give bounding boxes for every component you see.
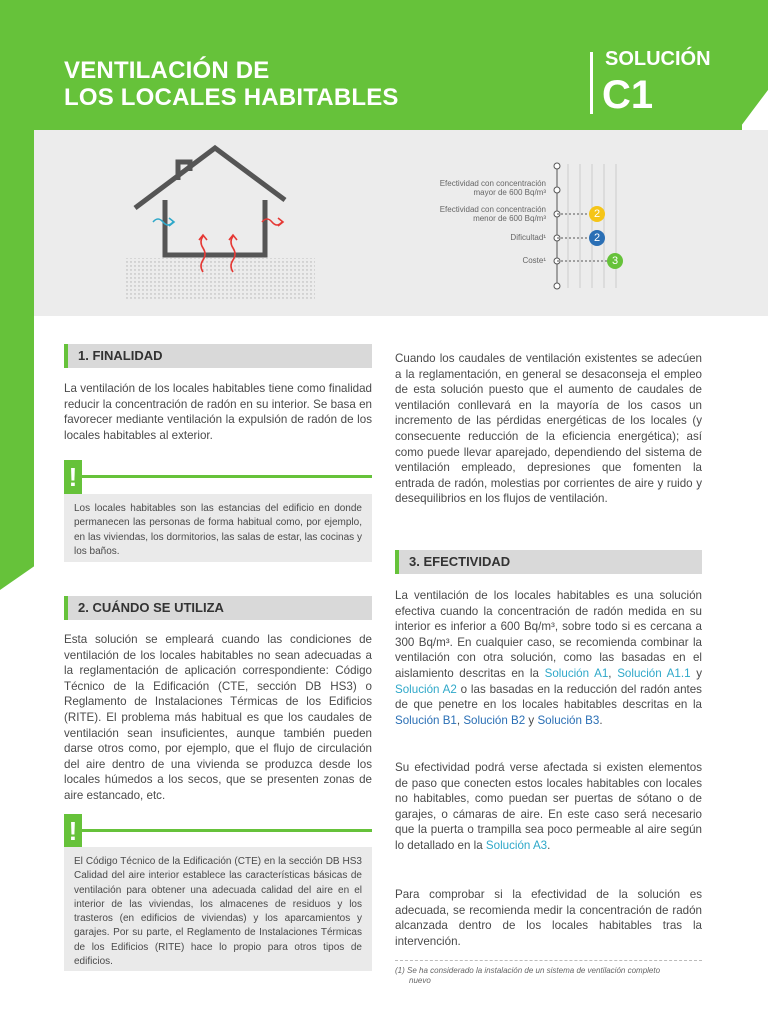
warning-icon: ! (64, 814, 82, 848)
link-solucion-a3[interactable]: Solución A3 (485, 838, 548, 852)
note-cuando: El Código Técnico de la Edificación (CTE) en la sección DB HS3 Calidad del aire interior establece las características básicas de ventilación para obtener una adecuada calidad del aire en el interior de las viviendas, los almacenes de residuos y los trasteros (en edificios de viviendas) y los aparcamientos y garajes. Por su parte, el Reglamento de Instalaciones Térmicas de los Edificios (RITE) hace lo propio para otros tipos de edificios. (64, 847, 372, 971)
note-top-bar (82, 475, 372, 478)
link-solucion-b3[interactable]: Solución B3 (537, 713, 600, 727)
finalidad-text: La ventilación de los locales habitables tiene como finalidad reducir la concentración de radón en su interior. Se basa en favorecer mediante ventilación la expulsión de radón de los locales habitables al exterior. (64, 382, 372, 442)
link-solucion-a1-1[interactable]: Solución A1.1 (617, 666, 691, 680)
rating-badge-difficulty: 2 (589, 230, 605, 246)
section-heading-finalidad: 1. FINALIDAD (64, 344, 372, 368)
note-finalidad: Los locales habitables son las estancias del edificio en donde permanecen las personas de forma habitual como, por ejemplo, en las viviendas, los dormitorios, las salas de estar, las cocinas y los baños. (64, 494, 372, 562)
title-line-1: VENTILACIÓN DE (64, 57, 270, 84)
efectividad-paragraph-2: Su efectividad podrá verse afectada si existen elementos de paso que conecten estos locales habitables con locales no habitables, como puedan ser puertas de sótano o de garajes, o cámaras de aire. En este caso será necesario que la puerta o trampilla sea poco permeable al aire según lo detallado en la Solución A3. (395, 761, 702, 852)
scale-label-difficulty: Dificultad¹ (510, 233, 546, 242)
ground-pattern (125, 258, 315, 300)
scale-label-effect-high: Efectividad con concentración mayor de 600 Bq/m³ (439, 179, 546, 197)
link-solucion-a1[interactable]: Solución A1 (544, 666, 609, 680)
scale-label-cost: Coste¹ (522, 256, 546, 265)
footnote-divider (395, 960, 702, 961)
note-top-bar (82, 829, 372, 832)
rating-badge-cost: 3 (607, 253, 623, 269)
link-solucion-b1[interactable]: Solución B1 (395, 713, 457, 727)
warning-icon: ! (64, 460, 82, 494)
page-title (64, 57, 399, 111)
solution-code: C1 (602, 73, 654, 117)
scale-label-effect-low: Efectividad con concentración menor de 600 Bq/m³ (439, 205, 546, 223)
house-ventilation-illustration (125, 140, 325, 310)
rating-scale (400, 160, 700, 300)
section-heading-cuando: 2. CUÁNDO SE UTILIZA (64, 596, 372, 620)
efectividad-paragraph-1: La ventilación de los locales habitables es una solución efectiva cuando la concentración de radón medida en su interior es inferior a 600 Bq/m³, sobre todo si es cercana a 300 Bq/m³. En cualquier caso, se recomienda combinar la ventilación con otra solución, como las basadas en el aislamiento descritas en la Solución A1, Solución A1.1 y Solución A2 o las basadas en la reducción del radón antes de que penetre en los locales habitables descritas en la Solución B1, Solución B2 y Solución B3. (395, 589, 702, 727)
solution-label: SOLUCIÓN (605, 48, 711, 70)
rating-badge-effect: 2 (589, 206, 605, 222)
section-heading-efectividad: 3. EFECTIVIDAD (395, 550, 702, 574)
link-solucion-b2[interactable]: Solución B2 (463, 713, 526, 727)
solution-divider (590, 52, 593, 114)
footnote: (1) Se ha considerado la instalación de un sistema de ventilación completo nuevo (395, 966, 661, 985)
right-intro-text: Cuando los caudales de ventilación existentes se adecúen a la reglamentación, en general se desaconseja el empleo de esta solución puesto que el aumento de caudales de ventilación conllevará en la mayoría de los casos un incremento de las pérdidas energéticas de los locales (y consecuente reducción de la eficiencia energética); así como puede llevar aparejado, dependiendo del sistema de ventilación empleado, depresiones que fomenten la entrada de radón, molestias por corrientes de aire y ruido y desequilibrios en los flujos de ventilación. (395, 352, 702, 506)
house-outline (135, 148, 285, 208)
cuando-text: Esta solución se empleará cuando las condiciones de ventilación de los locales habitables no sean adecuadas a la reglamentación de aplicación correspondiente: Código Técnico de la Edificación (CTE, sección DB HS3) o Reglamento de Instalaciones Térmicas de los Edificios (RITE). El problema más habitual es que los caudales de ventilación sean insuficientes, aunque también pueden darse otros como, por ejemplo, que el flujo de circulación del aire dentro de una vivienda se produzca desde los locales húmedos a los secos, que se presenten zonas de aire estancado, etc. (64, 633, 372, 802)
link-solucion-a2[interactable]: Solución A2 (395, 682, 457, 696)
left-green-bar (0, 0, 34, 590)
efectividad-paragraph-3: Para comprobar si la efectividad de la solución es adecuada, se recomienda medir la concentración de radón alcanzada dentro de los locales habitables tras la intervención. (395, 888, 702, 948)
title-line-2: LOS LOCALES HABITABLES (64, 84, 399, 111)
